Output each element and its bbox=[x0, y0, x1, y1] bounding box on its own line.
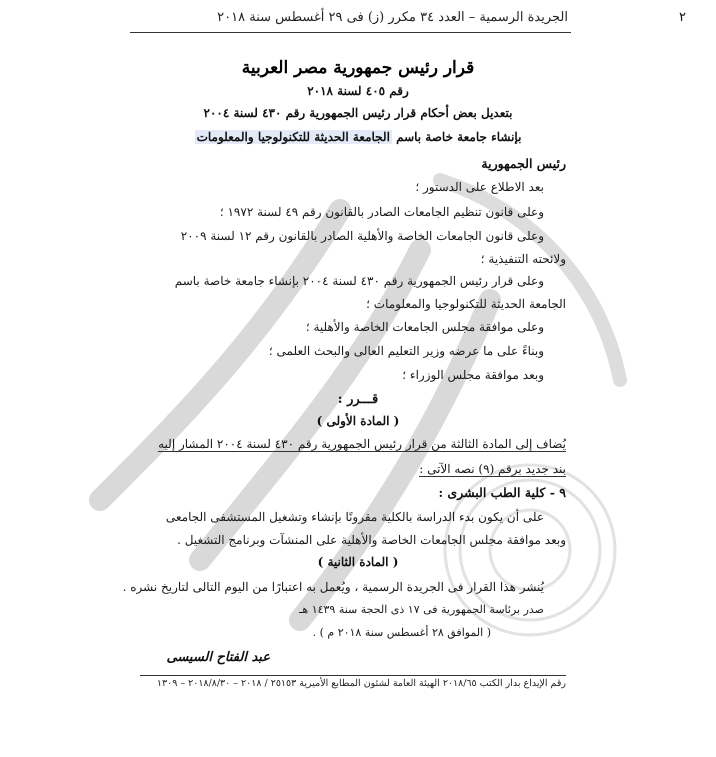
gazette-header: الجريدة الرسمية – العدد ٣٤ مكرر (ز) فى ٢٩ أغسطس سنة ٢٠١٨ bbox=[217, 10, 568, 25]
article-1-text-line2: بند جديد برقم (٩) نصه الآتى : bbox=[419, 462, 566, 476]
decided-heading: قـــرر : bbox=[337, 392, 379, 407]
decree-title: قرار رئيس جمهورية مصر العربية bbox=[241, 58, 475, 78]
preamble-line-4: ولائحته التنفيذية ؛ bbox=[480, 252, 566, 266]
article-1-heading: ( المادة الأولى ) bbox=[316, 414, 400, 428]
preamble-line-5: وعلى قرار رئيس الجمهورية رقم ٤٣٠ لسنة ٢٠٠٤ بإنشاء جامعة خاصة باسم bbox=[174, 274, 544, 288]
preamble-line-7: وعلى موافقة مجلس الجامعات الخاصة والأهلية ؛ bbox=[305, 320, 544, 334]
issued-line-1: صدر برئاسة الجمهورية فى ١٧ ذى الحجة سنة ١٤٣٩ هـ bbox=[299, 603, 544, 616]
preamble-line-8: وبناءً على ما عرضه وزير التعليم العالى والبحث العلمى ؛ bbox=[268, 344, 544, 358]
president-signature: عبد الفتاح السيسى bbox=[166, 650, 270, 665]
page-number: ٢ bbox=[679, 10, 686, 25]
subject-prefix: بإنشاء جامعة خاصة باسم bbox=[391, 130, 522, 144]
university-name-highlight: الجامعة الحديثة للتكنولوجيا والمعلومات bbox=[196, 130, 390, 144]
article-2-text: يُنشر هذا القرار فى الجريدة الرسمية ، ويُعمل به اعتبارًا من اليوم التالى لتاريخ نشره . bbox=[122, 580, 544, 594]
article-2-heading: ( المادة الثانية ) bbox=[317, 555, 399, 569]
preamble-line-6: الجامعة الحديثة للتكنولوجيا والمعلومات ؛ bbox=[366, 297, 566, 311]
preamble-line-9: وبعد موافقة مجلس الوزراء ؛ bbox=[402, 368, 544, 382]
issued-line-2: ( الموافق ٢٨ أغسطس سنة ٢٠١٨ م ) . bbox=[312, 626, 491, 639]
header-divider bbox=[130, 32, 571, 33]
preamble-line-3: وعلى قانون الجامعات الخاصة والأهلية الصادر بالقانون رقم ١٢ لسنة ٢٠٠٩ bbox=[180, 229, 544, 243]
decree-number: رقم ٤٠٥ لسنة ٢٠١٨ bbox=[307, 84, 409, 98]
decree-subject-line1: بتعديل بعض أحكام قرار رئيس الجمهورية رقم ٤٣٠ لسنة ٢٠٠٤ bbox=[203, 106, 513, 120]
article-1-item-line1: على أن يكون بدء الدراسة بالكلية مقرونًا بإنشاء وتشغيل المستشفى الجامعى bbox=[165, 510, 544, 524]
issuer-heading: رئيس الجمهورية bbox=[481, 156, 566, 171]
footer-divider bbox=[140, 675, 566, 676]
preamble-line-2: وعلى قانون تنظيم الجامعات الصادر بالقانون رقم ٤٩ لسنة ١٩٧٢ ؛ bbox=[219, 205, 544, 219]
article-1-item-line2: وبعد موافقة مجلس الجامعات الخاصة والأهلية على المنشآت وبرنامج التشغيل . bbox=[177, 533, 566, 547]
preamble-line-1: بعد الاطلاع على الدستور ؛ bbox=[415, 180, 544, 194]
article-1-item-heading: ٩ - كلية الطب البشرى : bbox=[438, 485, 566, 500]
decree-subject-line2 bbox=[0, 130, 716, 144]
article-1-text-line1: يُضاف إلى المادة الثالثة من قرار رئيس الجمهورية رقم ٤٣٠ لسنة ٢٠٠٤ المشار إليه bbox=[158, 437, 566, 451]
footer-deposit: رقم الإيداع بدار الكتب ٢٠١٨/٦٥ الهيئة العامة لشئون المطابع الأميرية ٢٥١٥٣ / ٢٠١٨ – ٢٠١٨/٨/٣٠ – ١٣٠٩ bbox=[156, 678, 566, 689]
